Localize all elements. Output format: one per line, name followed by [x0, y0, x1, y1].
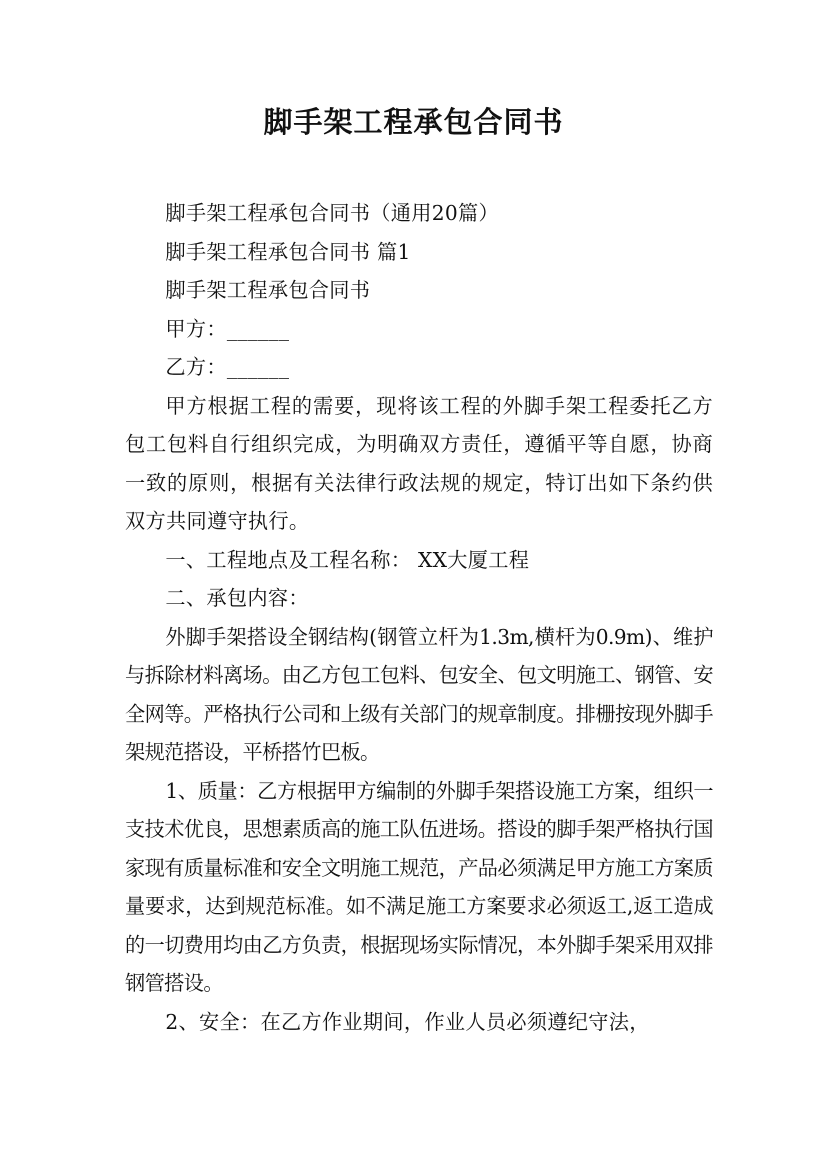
intro-paragraph: 甲方根据工程的需要，现将该工程的外脚手架工程委托乙方包工包料自行组织完成，为明确双方责任，遵循平等自愿，协商一致的原则，根据有关法律行政法规的规定，特订出如下条约供双方共同遵守执行。 — [125, 393, 713, 533]
contract-heading: 脚手架工程承包合同书 — [165, 278, 371, 302]
quality-paragraph: 1、质量：乙方根据甲方编制的外脚手架搭设施工方案，组织一支技术优良，思想素质高的施工队伍进场。搭设的脚手架严格执行国家现有质量标准和安全文明施工规范，产品必须满足甲方施工方案质量要求，达到规范标准。如不满足施工方案要求必须返工,返工造成的一切费用均由乙方负责，根据现场实际情况，本外脚手架采用双排钢管搭设。 — [125, 778, 713, 995]
clause-2-heading: 二、承包内容： — [165, 586, 309, 610]
party-a-line: 甲方：______ — [165, 316, 290, 341]
party-b-line: 乙方：______ — [165, 355, 290, 379]
document-body — [125, 194, 713, 1041]
safety-paragraph: 2、安全：在乙方作业期间，作业人员必须遵纪守法， — [165, 1009, 650, 1034]
section-heading: 脚手架工程承包合同书 篇1 — [165, 239, 411, 264]
clause-1-location: 一、工程地点及工程名称： XX大厦工程 — [165, 547, 530, 572]
subtitle-line: 脚手架工程承包合同书（通用20篇） — [165, 201, 499, 225]
scope-paragraph: 外脚手架搭设全钢结构(钢管立杆为1.3m,横杆为0.9m)、维护与拆除材料离场。由乙方包工包料、包安全、包文明施工、钢管、安全网等。严格执行公司和上级有关部门的规章制度。排栅按现外脚手架规范搭设，平桥搭竹巴板。 — [125, 624, 713, 764]
document-title: 脚手架工程承包合同书 — [263, 105, 564, 139]
